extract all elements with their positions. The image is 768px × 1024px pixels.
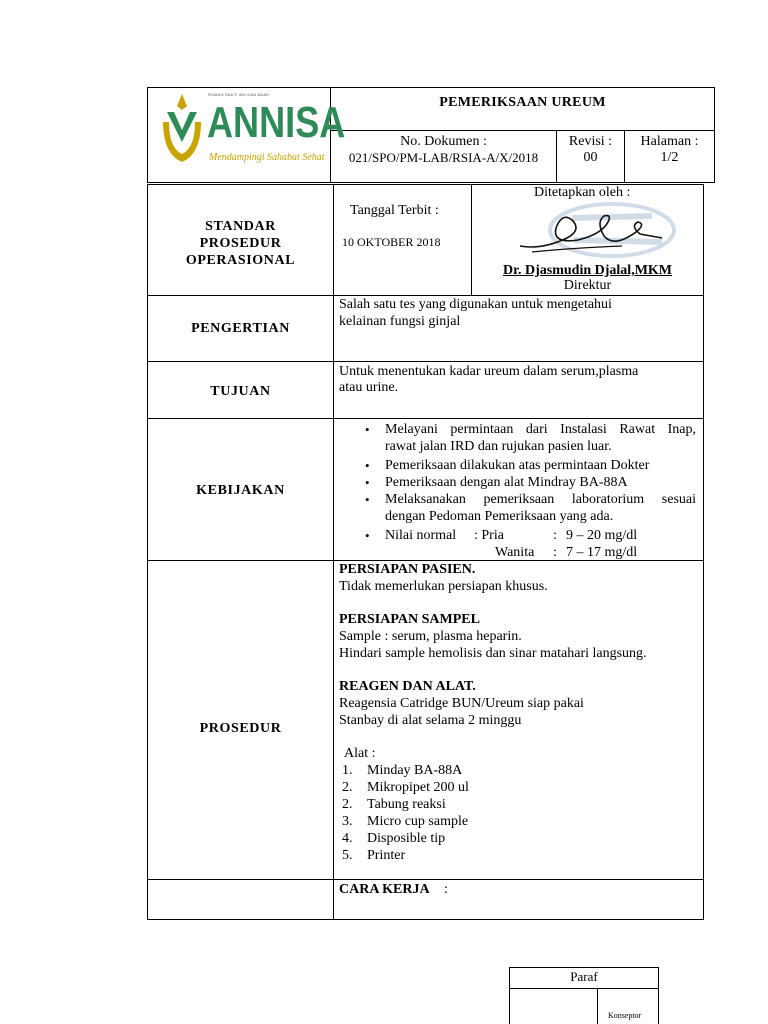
issued-date: 10 OKTOBER 2018 [342,235,441,249]
sop-title-line: OPERASIONAL [185,253,296,268]
kebijakan-item: dengan Pedoman Pemeriksaan yang ada. [385,509,614,524]
normal-sep: : [553,545,557,560]
hospital-logo [155,90,346,178]
alat-num: 5. [342,848,353,863]
alat-num: 2. [342,797,353,812]
alat-item: Printer [367,848,406,863]
prosedur-text: Tidak memerlukan persiapan khusus. [339,579,548,594]
issued-label: Tanggal Terbit : [350,203,439,218]
doc-number-value: 021/SPO/PM-LAB/RSIA-A/X/2018 [348,150,539,165]
normal-sep: : [553,528,557,543]
alat-item: Mikropipet 200 ul [367,780,469,795]
normal-value: 7 – 17 mg/dl [566,545,638,560]
sop-title-line: STANDAR [205,219,276,234]
tujuan-line: atau urine. [339,380,399,395]
doc-number-label: No. Dokumen : [400,134,487,149]
revision-value: 00 [583,150,598,165]
signature-stamp [512,200,692,264]
alat-num: 3. [342,814,353,829]
prosedur-heading: PERSIAPAN PASIEN. [339,562,476,577]
alat-item: Minday BA-88A [367,763,463,778]
sop-title [148,218,333,269]
kebijakan-item: rawat jalan IRD dan rujukan pasien luar. [385,439,612,454]
alat-item: Tabung reaksi [367,797,446,812]
bullet-icon: • [365,422,370,437]
alat-num: 2. [342,780,353,795]
pengertian-line: kelainan fungsi ginjal [339,314,461,329]
bullet-icon: • [365,528,370,543]
normal-label: Nilai normal [385,528,457,543]
approved-label: Ditetapkan oleh : [534,185,631,200]
tujuan-label: TUJUAN [210,384,271,399]
prosedur-text: Hindari sample hemolisis dan sinar matahari langsung. [339,646,647,661]
sop-title-line: PROSEDUR [199,236,282,251]
tujuan-line: Untuk menentukan kadar ureum dalam serum,plasma [339,364,639,379]
kebijakan-item: Melaksanakan pemeriksaan laboratorium sesuai [385,492,696,507]
kebijakan-item: Melayani permintaan dari Instalasi Rawat Inap, [385,422,696,437]
signer-role: Direktur [563,278,612,293]
normal-value: 9 – 20 mg/dl [566,528,638,543]
paraf-title: Paraf [570,969,598,984]
normal-sex: : Pria [474,528,504,543]
alat-item: Micro cup sample [367,814,469,829]
pengertian-label: PENGERTIAN [191,321,290,336]
page-value: 1/2 [660,150,679,165]
kebijakan-item: Pemeriksaan dilakukan atas permintaan Dokter [385,458,650,473]
bullet-icon: • [365,458,370,473]
alat-num: 1. [342,763,353,778]
prosedur-heading: PERSIAPAN SAMPEL [339,612,480,627]
alat-label: Alat : [344,746,376,761]
revision-label: Revisi : [568,134,613,149]
signer-name: Dr. Djasmudin Djalal,MKM [502,263,673,278]
prosedur-label: PROSEDUR [199,721,282,736]
alat-item: Disposible tip [367,831,446,846]
prosedur-text: Sample : serum, plasma heparin. [339,629,522,644]
bullet-icon: • [365,475,370,490]
normal-sex: Wanita [495,545,535,560]
document-title: PEMERIKSAAN UREUM [439,95,606,110]
cara-kerja-label: CARA KERJA [339,882,430,897]
paraf-konseptor: Konseptor [608,1011,642,1020]
logo-name: ANNISA [207,98,346,147]
alat-num: 4. [342,831,353,846]
logo-org-small: RUMAH SAKIT IBU DAN ANAK [208,92,270,97]
kebijakan-item: Pemeriksaan dengan alat Mindray BA-88A [385,475,628,490]
prosedur-text: Stanbay di alat selama 2 minggu [339,713,522,728]
page-label: Halaman : [640,134,699,149]
prosedur-text: Reagensia Catridge BUN/Ureum siap pakai [339,696,584,711]
cara-kerja-colon: : [444,882,448,897]
kebijakan-label: KEBIJAKAN [196,483,285,498]
logo-tagline: Mendampingi Sahabat Sehat [209,152,325,163]
bullet-icon: • [365,492,370,507]
prosedur-heading: REAGEN DAN ALAT. [339,679,476,694]
pengertian-line: Salah satu tes yang digunakan untuk mengetahui [339,297,612,312]
